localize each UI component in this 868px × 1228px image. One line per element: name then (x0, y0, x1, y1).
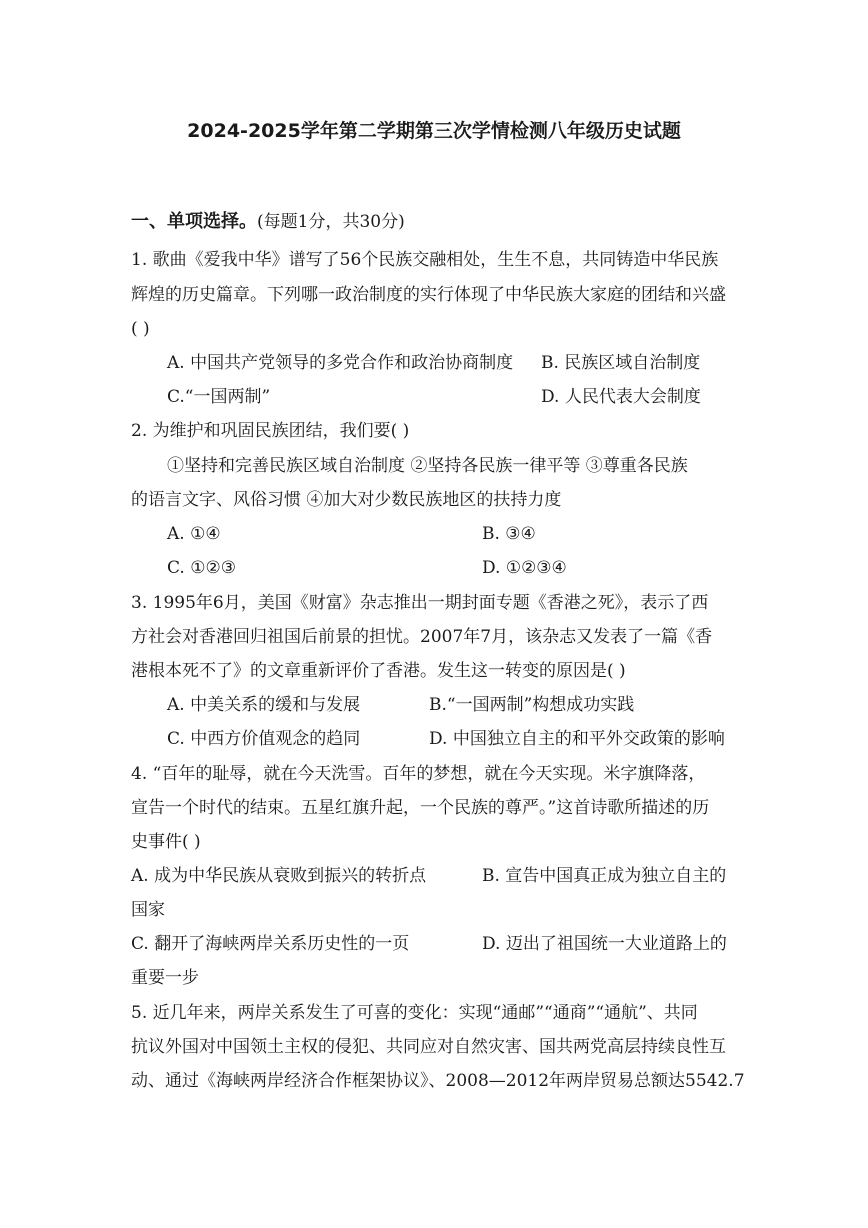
q2-option-a: A. ①④ (167, 524, 221, 544)
q4-option-c: C. 翻开了海峡两岸关系历史性的一页 (131, 934, 410, 954)
q5-stem-line3: 动、通过《海峡两岸经济合作框架协议》、2008—2012年两岸贸易总额达5542.7 (131, 1071, 745, 1091)
q3-stem-line2: 方社会对香港回归祖国后前景的担忧。2007年7月，该杂志又发表了一篇《香 (131, 627, 713, 647)
q2-option-d: D. ①②③④ (482, 558, 567, 578)
q1-option-b: B. 民族区域自治制度 (541, 353, 701, 373)
section-score-note: (每题1分，共30分) (257, 212, 405, 232)
q3-option-d: D. 中国独立自主的和平外交政策的影响 (429, 729, 725, 749)
section-heading-text: 一、单项选择。 (131, 211, 257, 232)
q2-stem: 2. 为维护和巩固民族团结，我们要( ) (131, 421, 410, 441)
q3-stem-line3: 港根本死不了》的文章重新评价了香港。发生这一转变的原因是( ) (131, 661, 626, 681)
q1-stem-line3: ( ) (131, 319, 150, 339)
q4-stem-line1: 4. “百年的耻辱，就在今天洗雪。百年的梦想，就在今天实现。米字旗降落， (131, 764, 706, 784)
q4-option-b-line1: B. 宣告中国真正成为独立自主的 (482, 866, 727, 886)
q5-stem-line2: 抗议外国对中国领土主权的侵犯、共同应对自然灾害、国共两党高层持续良性互 (131, 1037, 726, 1057)
q4-option-a: A. 成为中华民族从衰败到振兴的转折点 (131, 866, 427, 886)
q1-stem-line1: 1. 歌曲《爱我中华》谱写了56个民族交融相处，生生不息，共同铸造中华民族 (131, 250, 719, 270)
q2-items-line1: ①坚持和完善民族区域自治制度 ②坚持各民族一律平等 ③尊重各民族 (167, 456, 688, 476)
q4-stem-line2: 宣告一个时代的结束。五星红旗升起，一个民族的尊严。”这首诗歌所描述的历 (131, 798, 710, 818)
q3-option-c: C. 中西方价值观念的趋同 (167, 729, 361, 749)
q4-option-d-line2: 重要一步 (131, 968, 199, 988)
q1-option-c: C.“一国两制” (167, 387, 271, 407)
q3-option-a: A. 中美关系的缓和与发展 (167, 695, 361, 715)
q2-items-line2: 的语言文字、风俗习惯 ④加大对少数民族地区的扶持力度 (131, 490, 562, 510)
q5-stem-line1: 5. 近几年来，两岸关系发生了可喜的变化：实现“通邮”“通商”“通航”、共同 (131, 1003, 698, 1023)
q4-option-b-line2: 国家 (131, 900, 165, 920)
q3-option-b: B.“一国两制”构想成功实践 (429, 695, 635, 715)
q2-option-c: C. ①②③ (167, 558, 236, 578)
q1-option-a: A. 中国共产党领导的多党合作和政治协商制度 (167, 353, 514, 373)
q1-option-d: D. 人民代表大会制度 (541, 387, 701, 407)
q4-stem-line3: 史事件( ) (131, 832, 201, 852)
q1-stem-line2: 辉煌的历史篇章。下列哪一政治制度的实行体现了中华民族大家庭的团结和兴盛 (131, 285, 726, 305)
page-title: 2024-2025学年第二学期第三次学情检测八年级历史试题 (187, 120, 681, 142)
q2-option-b: B. ③④ (482, 524, 536, 544)
section-heading (131, 211, 405, 233)
q4-option-d-line1: D. 迈出了祖国统一大业道路上的 (482, 934, 727, 954)
q3-stem-line1: 3. 1995年6月，美国《财富》杂志推出一期封面专题《香港之死》，表示了西 (131, 593, 709, 613)
